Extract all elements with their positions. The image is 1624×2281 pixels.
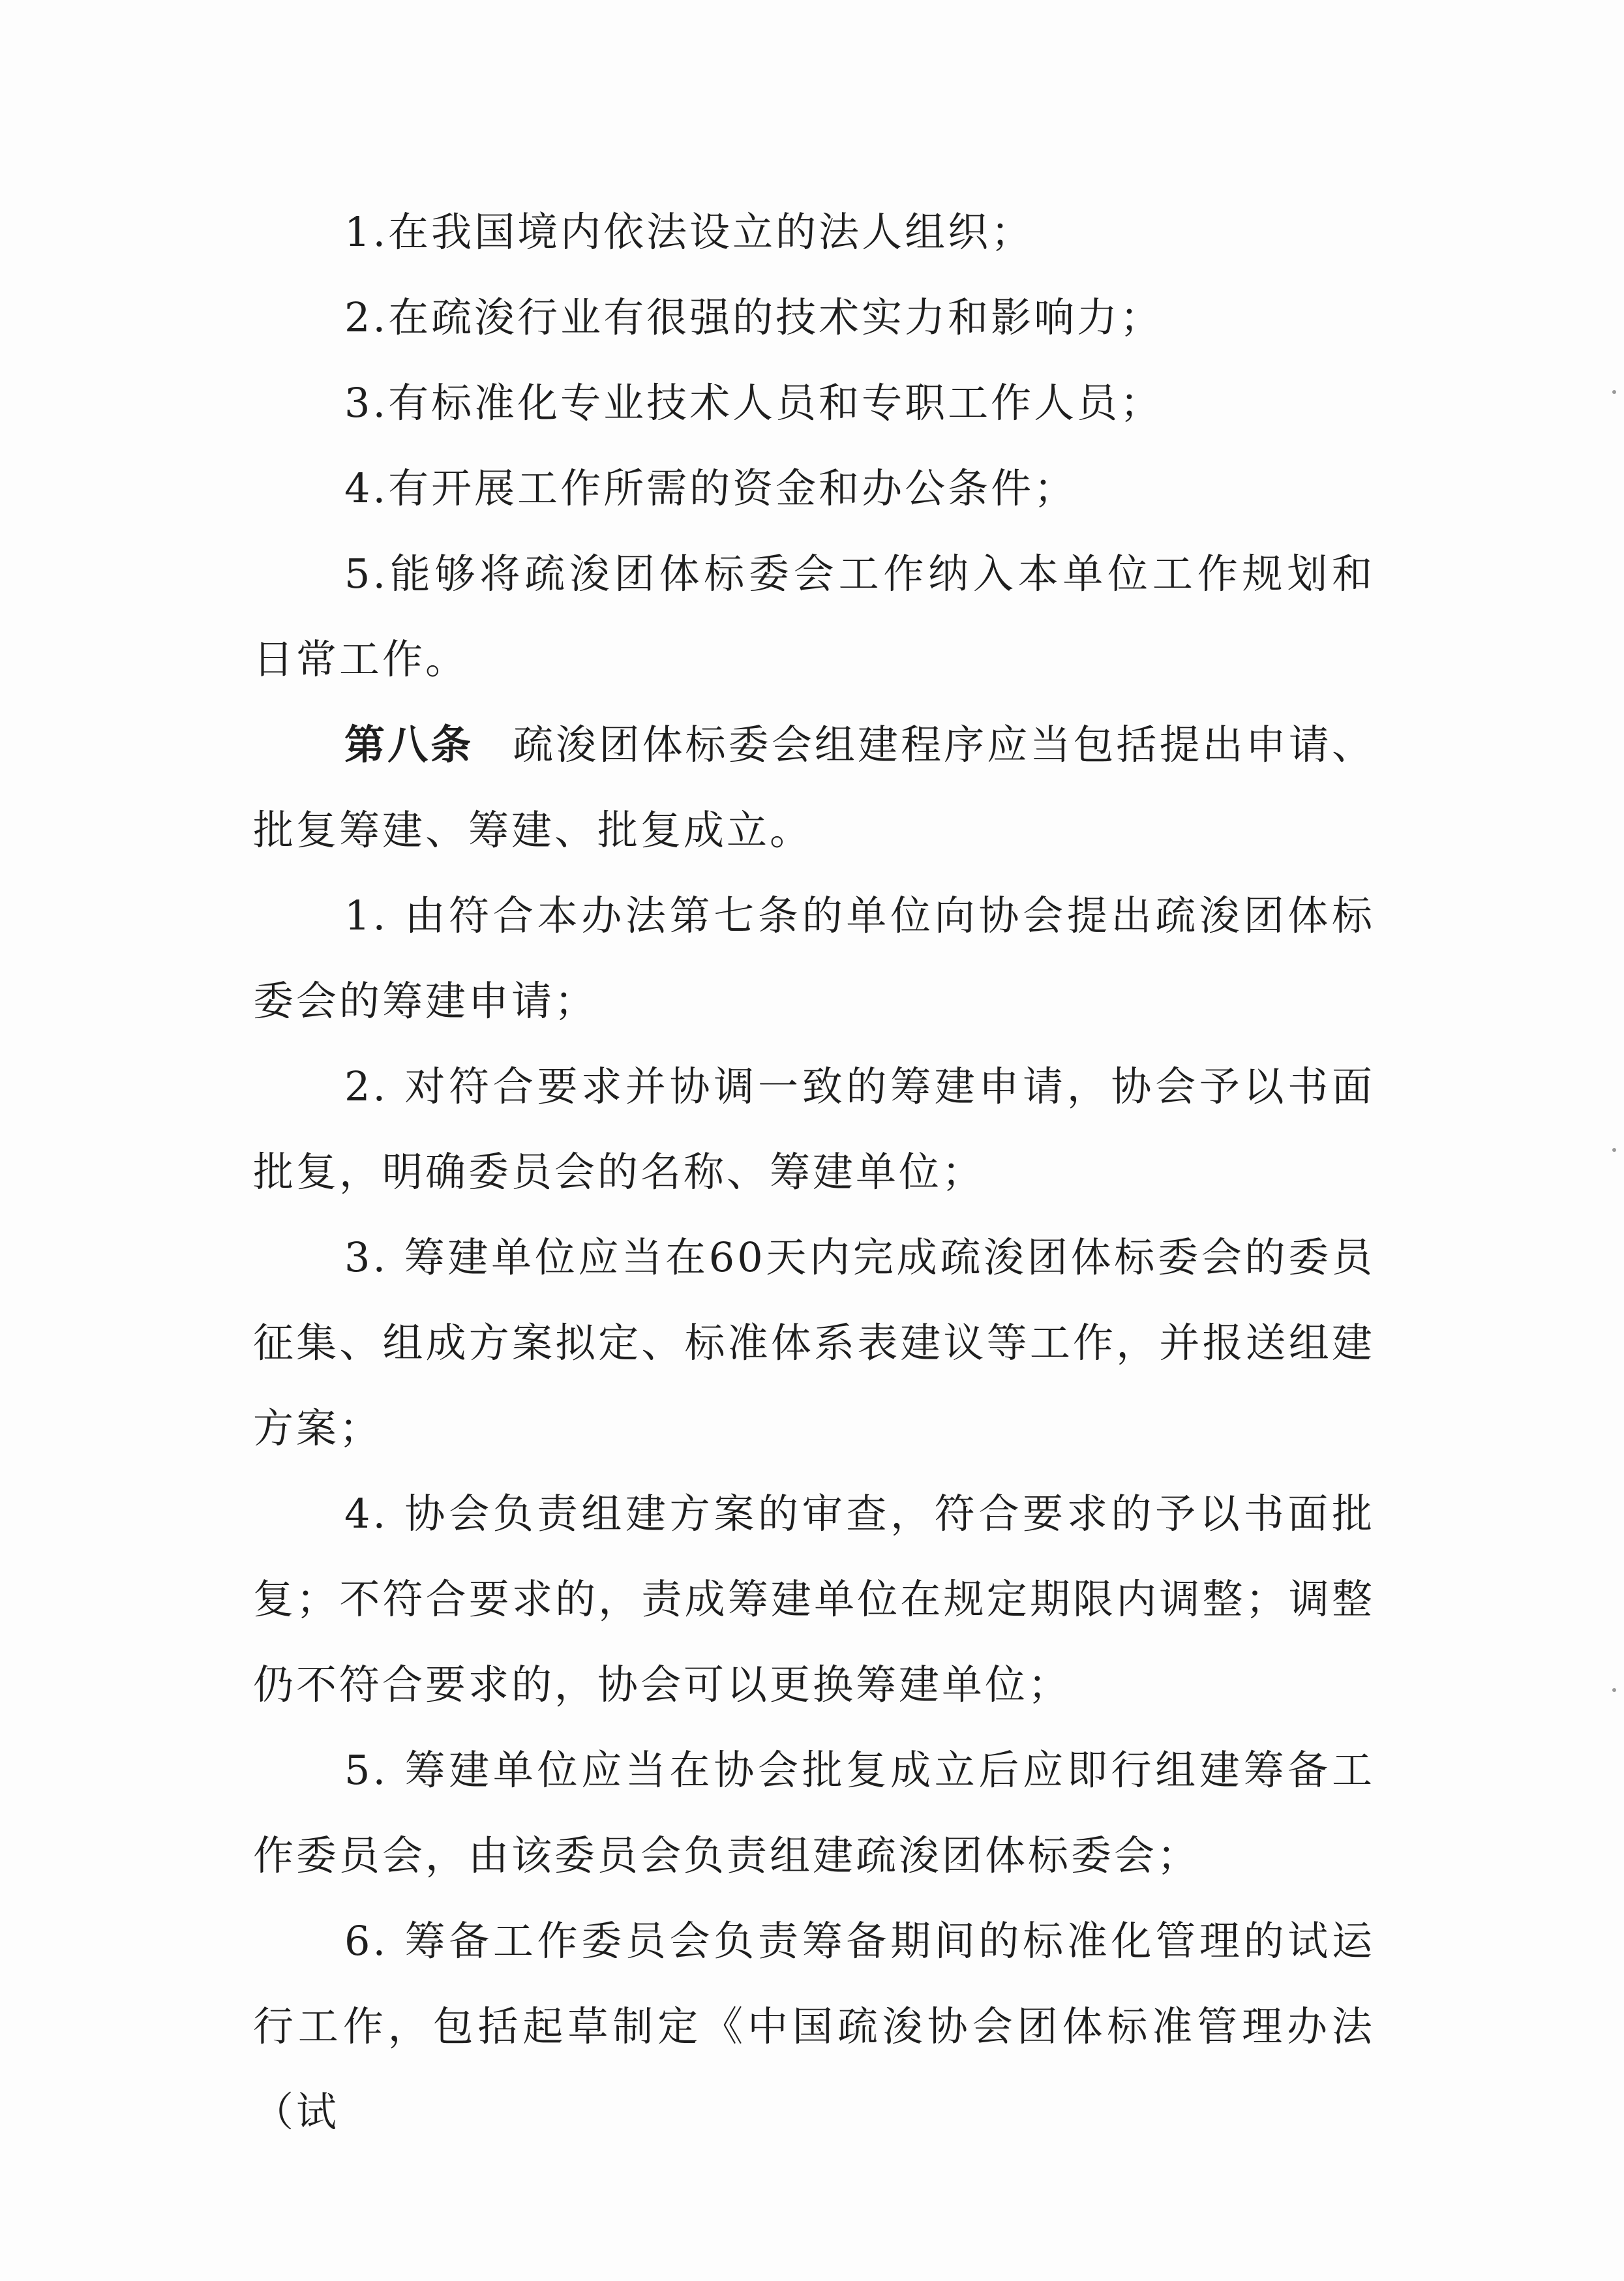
list-item: 5. 筹建单位应当在协会批复成立后应即行组建筹备工作委员会，由该委员会负责组建疏浚团体标委会； [253,1746,1375,1879]
scan-speck [1612,1148,1616,1152]
list-item: 4.有开展工作所需的资金和办公条件； [344,464,1077,512]
list-item: 6. 筹备工作委员会负责筹备期间的标准化管理的试运行工作，包括起草制定《中国疏浚协会团体标准管理办法（试 [253,1917,1375,2136]
article-8-paragraph [253,702,1375,873]
article-8-text: 疏浚团体标委会组建程序应当包括提出申请、批复筹建、筹建、批复成立。 [253,721,1375,854]
list-item: 1. 由符合本办法第七条的单位向协会提出疏浚团体标委会的筹建申请； [253,892,1375,1025]
list-item: 2.在疏浚行业有很强的技术实力和影响力； [344,294,1164,341]
list-item: 5.能够将疏浚团体标委会工作纳入本单位工作规划和日常工作。 [253,550,1375,683]
scan-speck [1612,390,1616,394]
list-item: 3.有标准化专业技术人员和专职工作人员； [344,379,1164,427]
list-item: 3. 筹建单位应当在60天内完成疏浚团体标委会的委员征集、组成方案拟定、标准体系表建议等工作，并报送组建方案； [253,1233,1375,1452]
list-item: 4. 协会负责组建方案的审查，符合要求的予以书面批复；不符合要求的，责成筹建单位在规定期限内调整；调整仍不符合要求的，协会可以更换筹建单位； [253,1490,1375,1708]
list-item: 2. 对符合要求并协调一致的筹建申请，协会予以书面批复，明确委员会的名称、筹建单位； [253,1063,1375,1196]
document-body [253,189,1375,2154]
list-item: 1.在我国境内依法设立的法人组织； [344,208,1034,256]
article-8-heading: 第八条 [344,721,474,768]
scan-speck [1612,1688,1616,1692]
